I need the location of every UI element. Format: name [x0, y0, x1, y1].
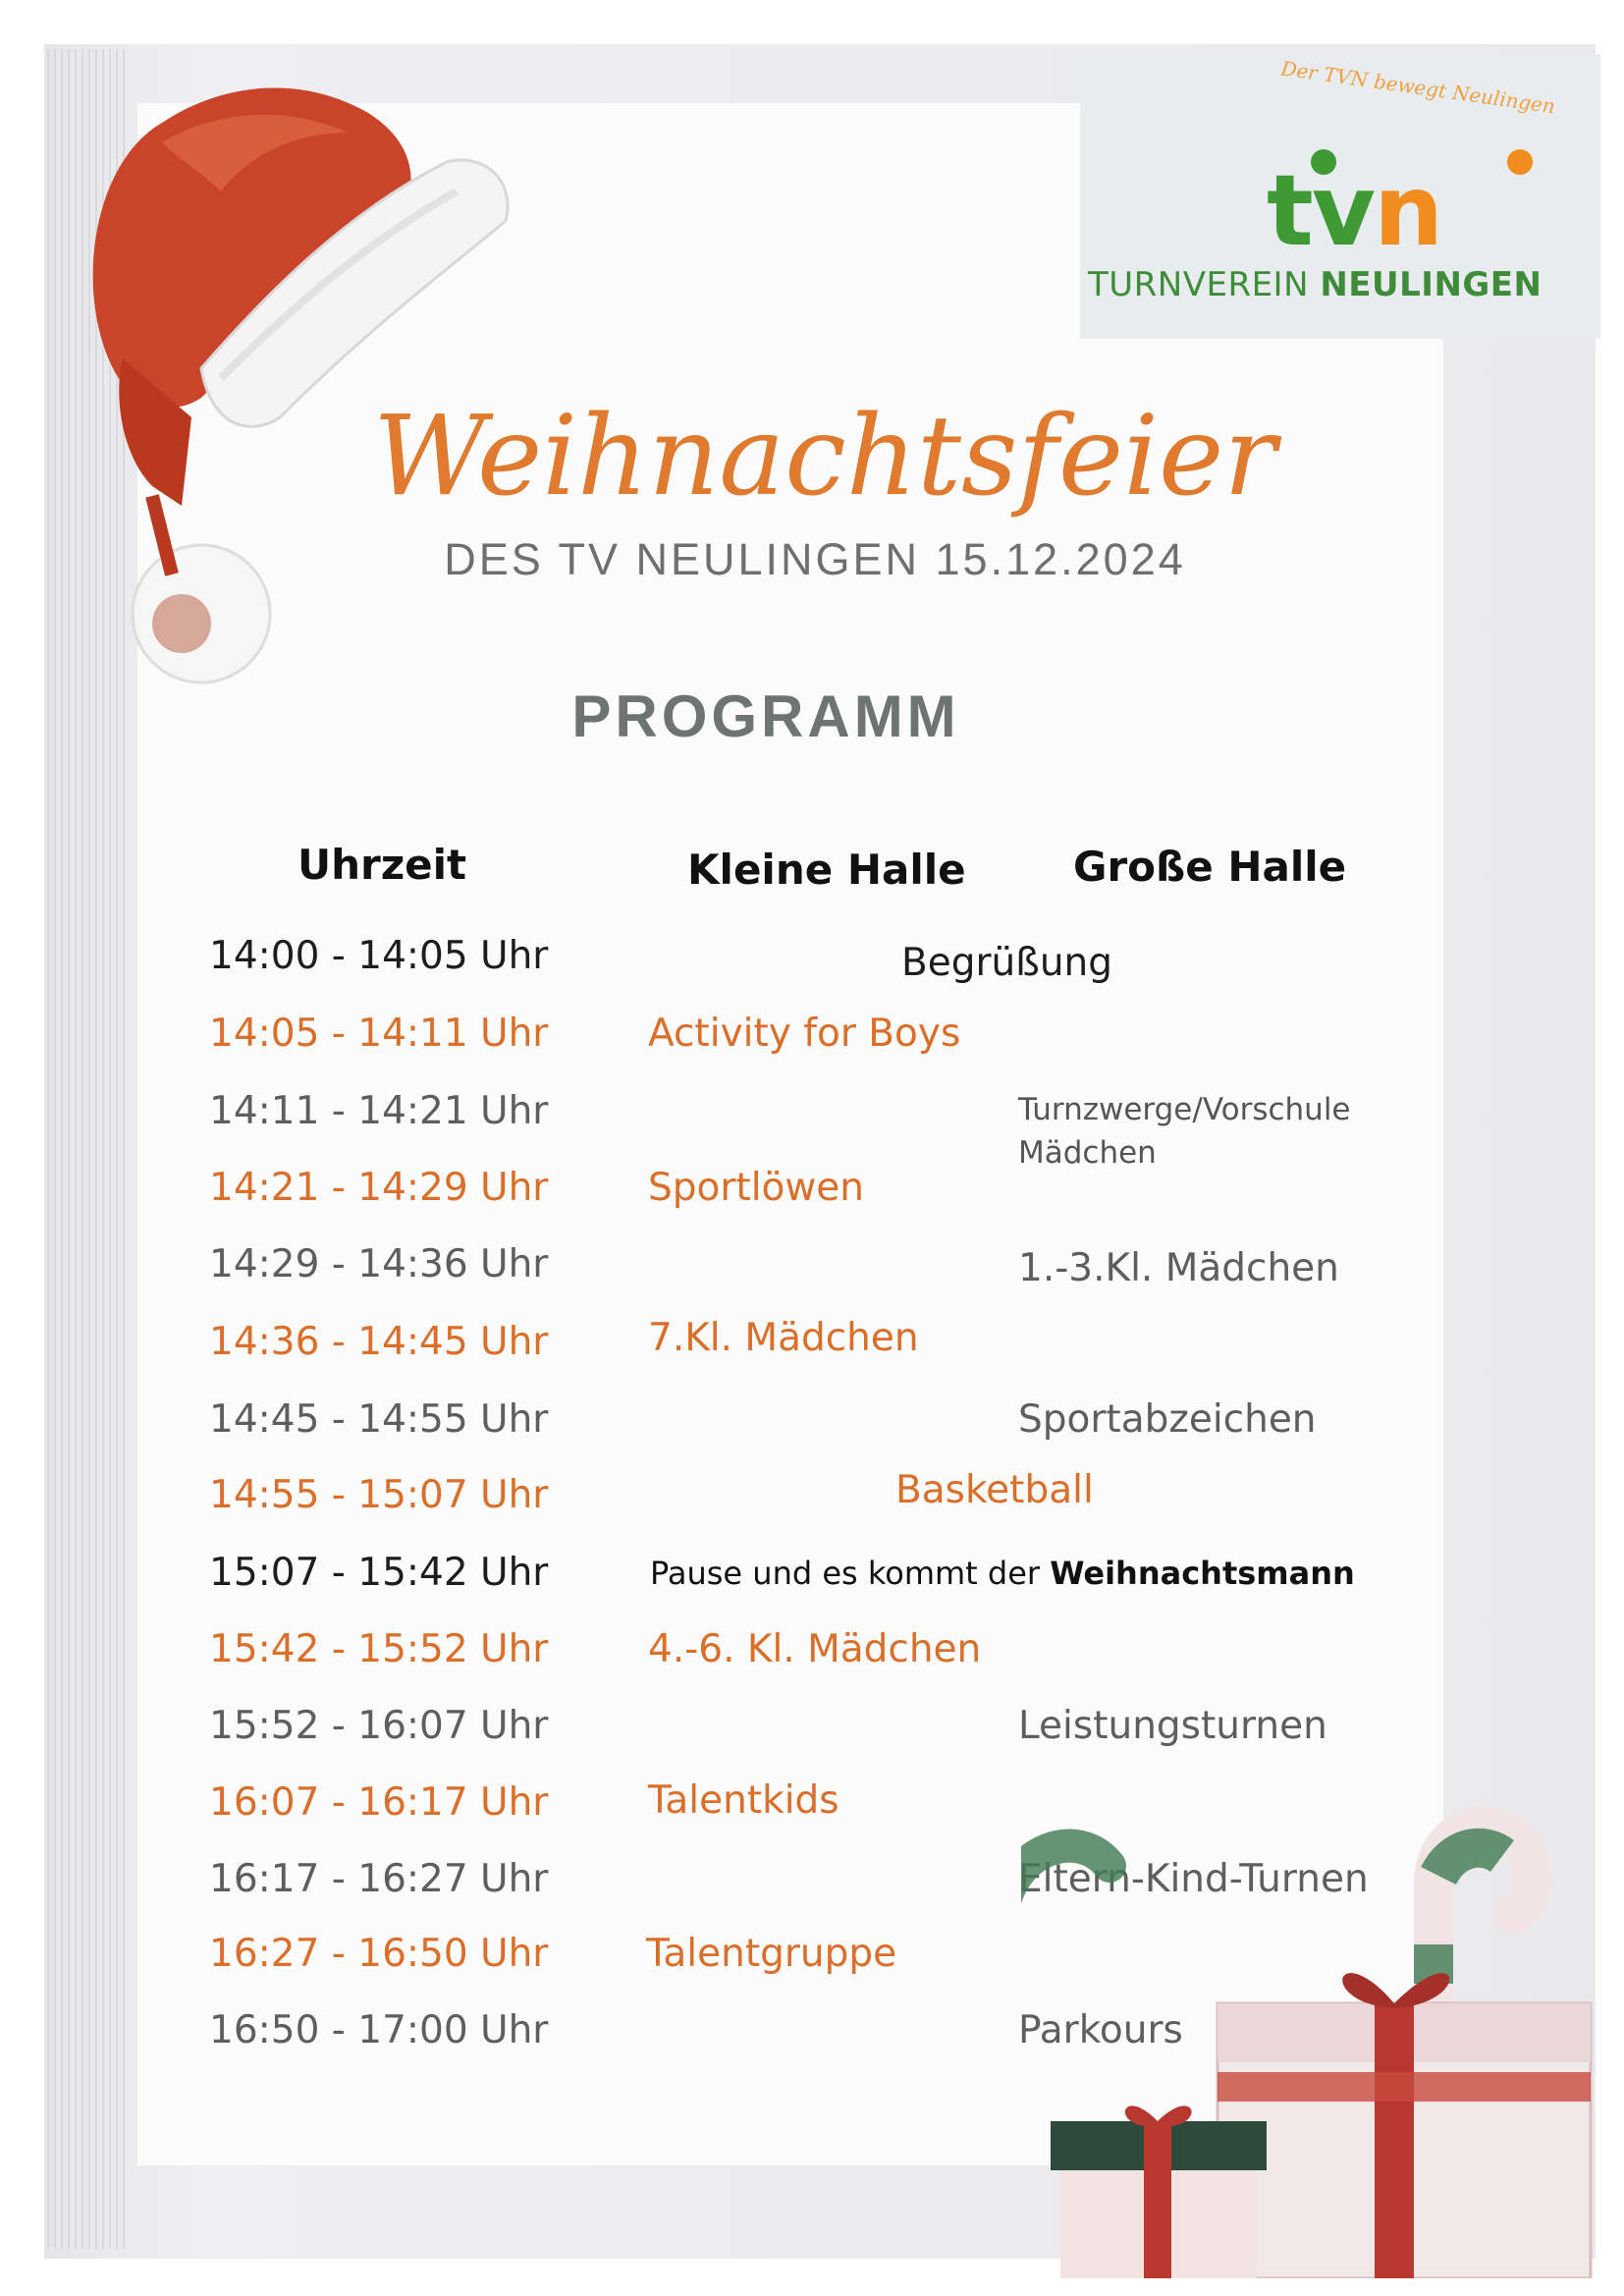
logo-org-name	[1088, 265, 1579, 314]
row-big-hall: Turnzwerge/Vorschule	[1018, 1092, 1351, 1127]
row-small-hall: 7.Kl. Mädchen	[648, 1316, 919, 1360]
row-time: 14:45 - 14:55 Uhr	[209, 1397, 549, 1442]
row-time: 14:05 - 14:11 Uhr	[209, 1011, 549, 1056]
row-time: 15:52 - 16:07 Uhr	[209, 1704, 549, 1748]
row-small-hall: Talentgruppe	[646, 1932, 897, 1976]
row-time: 16:17 - 16:27 Uhr	[209, 1857, 549, 1901]
gift-boxes-illustration	[1021, 1768, 1610, 2278]
row-big-hall: Parkours	[1018, 2008, 1183, 2052]
pause-text: Pause und es kommt der	[650, 1555, 1051, 1592]
row-pause	[650, 1548, 1355, 1599]
row-time: 15:42 - 15:52 Uhr	[209, 1627, 549, 1671]
row-small-hall: 4.-6. Kl. Mädchen	[648, 1627, 982, 1671]
logo-mark	[1267, 153, 1581, 268]
row-both-halls: Basketball	[895, 1468, 1094, 1512]
logo-org-part2: NEULINGEN	[1320, 265, 1543, 304]
row-small-hall: Talentkids	[648, 1778, 839, 1823]
pause-highlight: Weihnachtsmann	[1050, 1555, 1355, 1592]
row-time: 15:07 - 15:42 Uhr	[209, 1551, 549, 1595]
logo-letter-n: n	[1374, 153, 1442, 268]
logo-letter-v: v	[1311, 153, 1374, 268]
column-header-time: Uhrzeit	[298, 841, 467, 889]
row-time: 16:27 - 16:50 Uhr	[209, 1932, 549, 1976]
row-small-hall: Sportlöwen	[648, 1166, 865, 1210]
event-subtitle: DES TV NEULINGEN 15.12.2024	[444, 534, 1186, 584]
row-time: 14:36 - 14:45 Uhr	[209, 1320, 549, 1364]
page-title: Weihnachtsfeier	[373, 393, 1276, 520]
row-time: 16:50 - 17:00 Uhr	[209, 2008, 549, 2052]
row-time: 14:00 - 14:05 Uhr	[209, 934, 549, 978]
row-time: 14:55 - 15:07 Uhr	[209, 1473, 549, 1517]
row-time: 16:07 - 16:17 Uhr	[209, 1780, 549, 1825]
row-big-hall: Sportabzeichen	[1018, 1397, 1317, 1442]
row-time: 14:29 - 14:36 Uhr	[209, 1242, 549, 1286]
row-both-halls: Begrüßung	[901, 941, 1113, 985]
row-time: 14:21 - 14:29 Uhr	[209, 1166, 549, 1210]
row-big-hall: Leistungsturnen	[1018, 1704, 1327, 1748]
column-header-big-hall: Große Halle	[1073, 843, 1347, 891]
column-header-small-hall: Kleine Halle	[687, 846, 966, 894]
row-big-hall: Eltern-Kind-Turnen	[1018, 1857, 1369, 1901]
logo-tagline: Der TVN bewegt Neulingen	[1279, 56, 1557, 119]
logo-letter-t: t	[1267, 153, 1312, 268]
santa-hat-illustration	[54, 44, 565, 692]
row-time: 14:11 - 14:21 Uhr	[209, 1089, 549, 1133]
program-heading: PROGRAMM	[571, 683, 960, 749]
row-small-hall: Activity for Boys	[648, 1011, 961, 1056]
logo-org-part1: TURNVEREIN	[1088, 265, 1310, 304]
row-big-hall: 1.-3.Kl. Mädchen	[1018, 1246, 1339, 1290]
row-big-hall: Mädchen	[1018, 1135, 1157, 1171]
